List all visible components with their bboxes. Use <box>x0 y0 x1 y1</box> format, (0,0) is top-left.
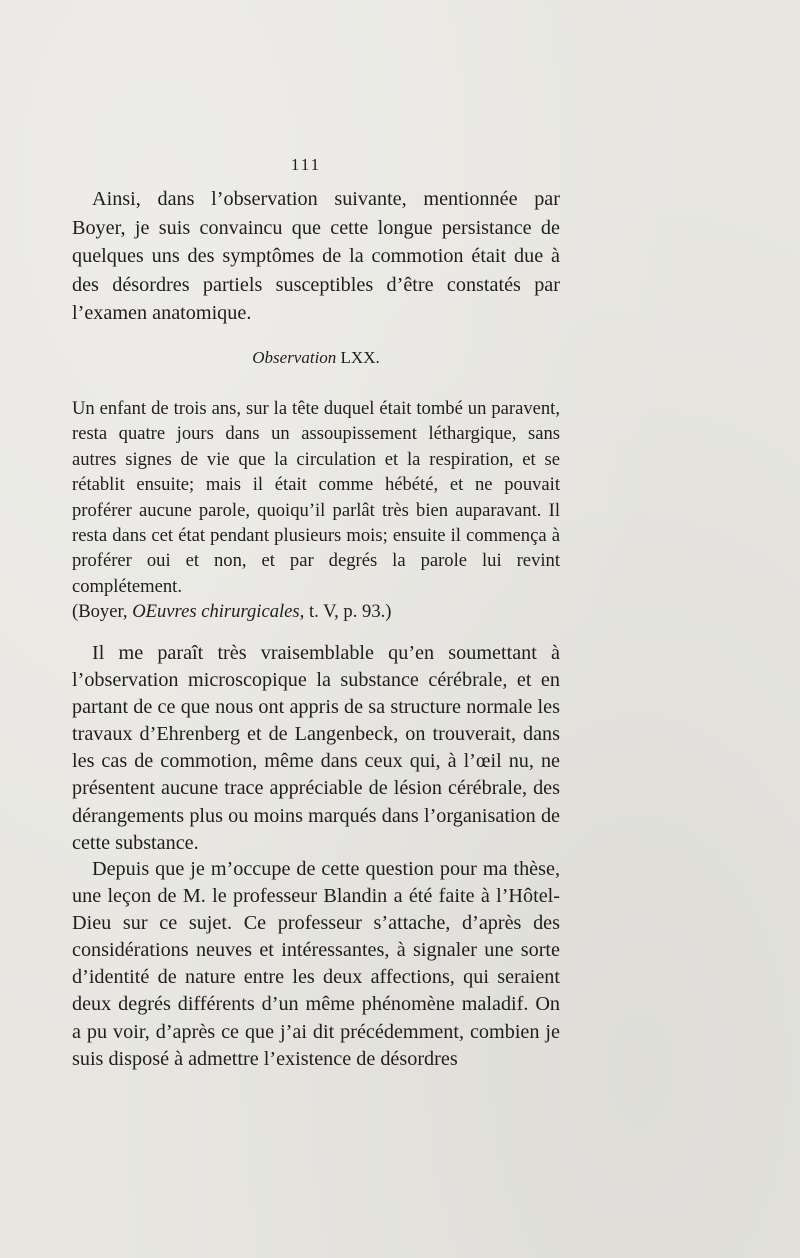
paragraph-text: Il me paraît très vraisemblable qu’en soumettant à l’observation microscopique la substance cérébrale, et en partant de ce que nous ont appris de sa structure normale les travaux d’Ehrenberg et de Langenbeck, on trouverait, dans les cas de commotion, même dans ceux qui, à l’œil nu, ne présentent aucune trace appréciable de lésion cérébrale, des dérangements plus ou moins marqués dans l’organisation de cette substance. <box>72 642 560 854</box>
page-number: 111 <box>290 155 322 174</box>
observation-body-text: Un enfant de trois ans, sur la tête duquel était tombé un paravent, resta quatre jours dans un assoupissement léthargique, sans autres signes de vie que la circulation et la respiration, et se rétablit ensuite; mais il était comme hébété, et ne pouvait proférer aucune parole, quoiqu’il parlât très bien auparavant. Il resta dans cet état pendant plusieurs mois; ensuite il commença à proférer oui et non, et par degrés la parole lui revint complétement. <box>72 398 560 597</box>
paragraph-microscopic <box>72 640 560 857</box>
paragraph-intro <box>72 185 560 328</box>
citation-open: (Boyer, <box>72 601 133 623</box>
observation-body <box>72 396 560 625</box>
paragraph-blandin <box>72 856 560 1073</box>
observation-heading <box>72 348 560 368</box>
citation-work: OEuvres chirurgicales, <box>132 601 305 623</box>
observation-text <box>72 396 560 625</box>
paragraph-text: Depuis que je m’occupe de cette question pour ma thèse, une leçon de M. le professeur Blandin a été faite à l’Hôtel-Dieu sur ce sujet. Ce professeur s’attache, d’après des considérations neuves et intéressantes, à signaler une sorte d’identité de nature entre les deux affections, qui seraient deux degrés différents d’un même phénomène maladif. On a pu voir, d’après ce que j’ai dit précédemment, combien je suis disposé à admettre l’existence de désordres <box>72 858 560 1070</box>
citation-close: t. V, p. 93.) <box>304 601 392 623</box>
observation-label: Observation <box>252 348 337 367</box>
paragraph-text: Ainsi, dans l’observation suivante, mentionnée par Boyer, je suis convaincu que cette longue persistance de quelques uns des symptômes de la commotion était due à des désordres partiels susceptibles d’être constatés par l’examen anatomique. <box>72 188 560 325</box>
observation-number: LXX. <box>340 348 380 367</box>
